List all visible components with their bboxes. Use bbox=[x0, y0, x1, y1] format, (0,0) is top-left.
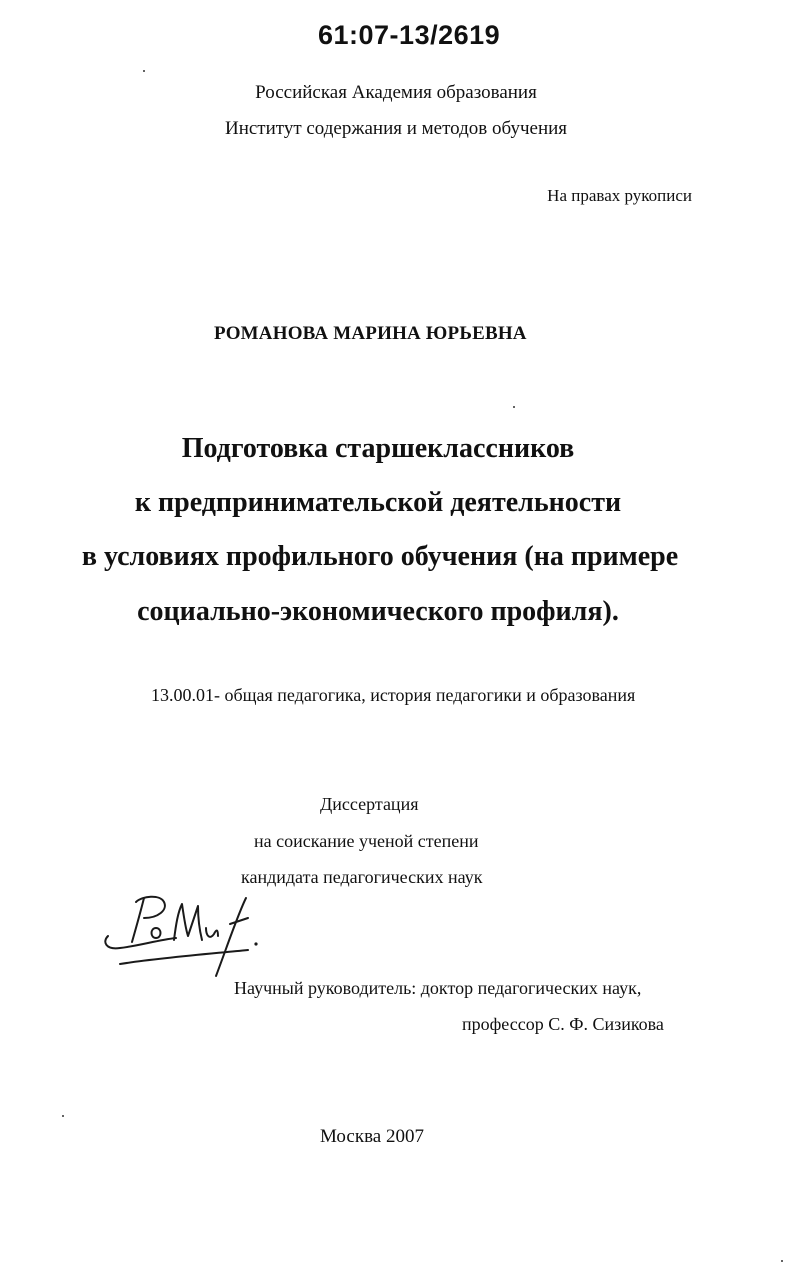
title-line-4: социально-экономического профиля). bbox=[137, 596, 619, 627]
title-line-1: Подготовка старшеклассников bbox=[181, 433, 575, 464]
institute-name: Институт содержания и методов обучения bbox=[224, 118, 568, 139]
handwritten-signature-icon bbox=[98, 884, 268, 984]
degree-line: на соискание ученой степени bbox=[254, 831, 479, 851]
scan-speck bbox=[143, 70, 145, 72]
city-year: Москва 2007 bbox=[320, 1126, 424, 1147]
supervisor-line: Научный руководитель: доктор педагогических наук, bbox=[234, 978, 642, 998]
catalog-number: 61:07-13/2619 bbox=[318, 20, 501, 50]
scan-speck bbox=[62, 1115, 64, 1117]
title-line-2: к предпринимательской деятельности bbox=[134, 487, 622, 518]
academy-name: Российская Академия образования bbox=[255, 82, 537, 103]
supervisor-name: профессор С. Ф. Сизикова bbox=[462, 1014, 664, 1034]
manuscript-note: На правах рукописи bbox=[547, 186, 692, 205]
title-line-3: в условиях профильного обучения (на примере bbox=[81, 541, 679, 572]
author-name: РОМАНОВА МАРИНА ЮРЬЕВНА bbox=[214, 323, 527, 344]
dissertation-label: Диссертация bbox=[320, 794, 419, 814]
degree-name: кандидата педагогических наук bbox=[241, 867, 483, 887]
specialty-code: 13.00.01- общая педагогика, история педагогики и образования bbox=[151, 685, 636, 705]
scan-speck bbox=[781, 1260, 783, 1262]
scan-speck bbox=[513, 406, 515, 408]
